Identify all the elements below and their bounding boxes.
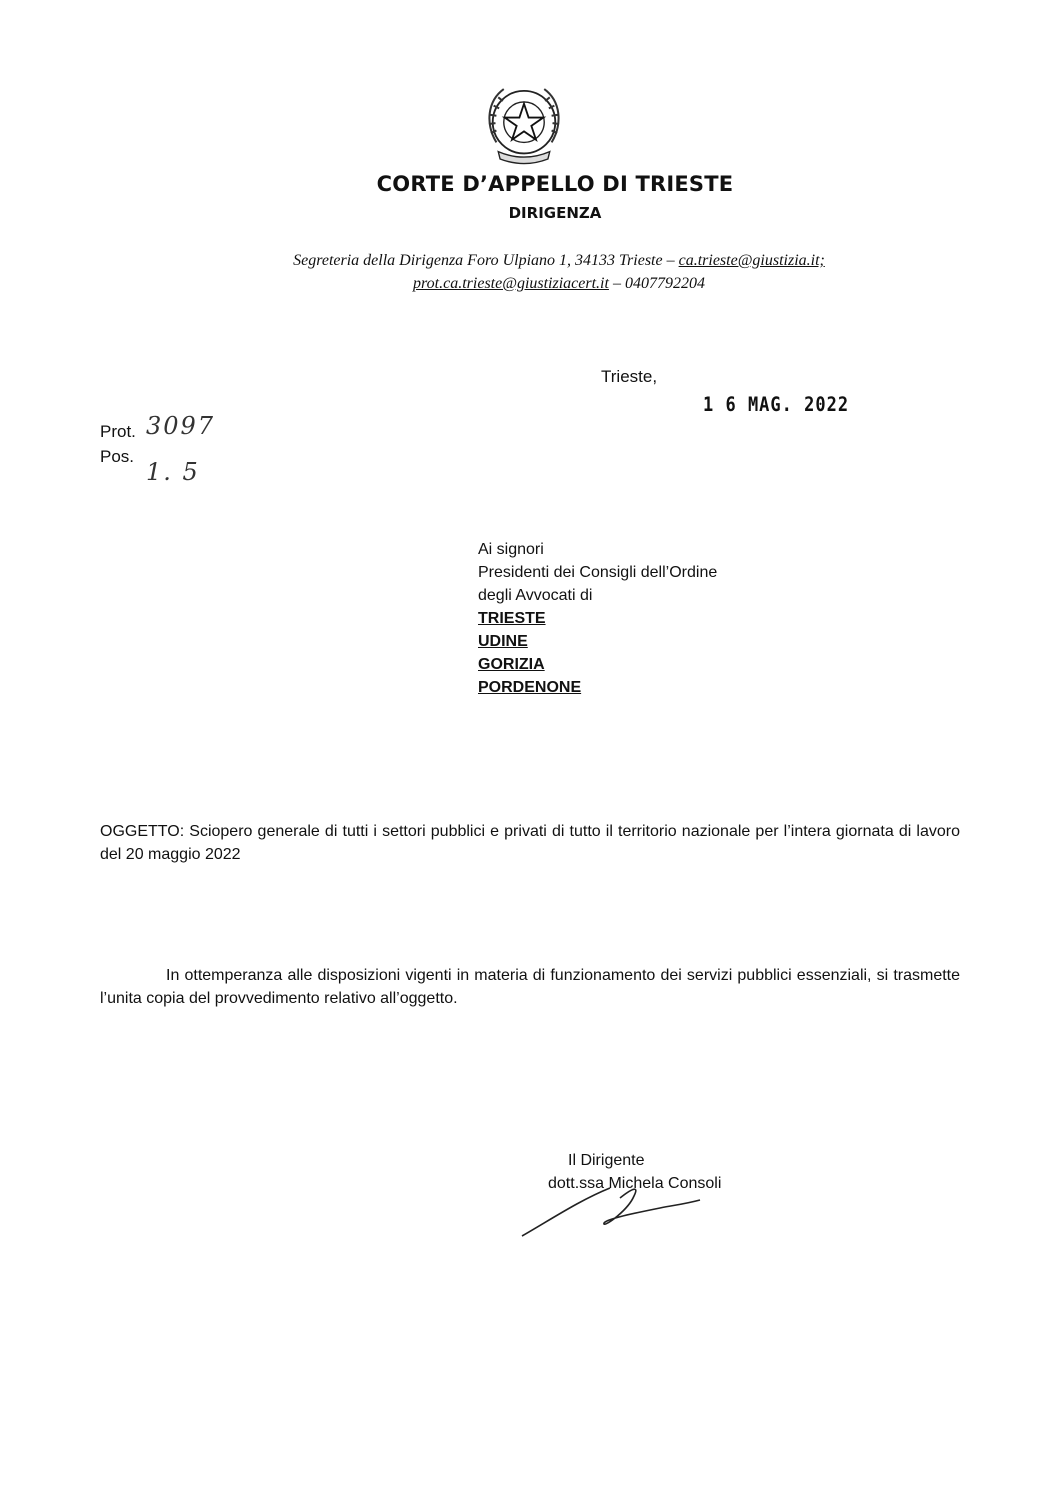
contact-line-2 [0,275,1060,293]
signature-name: dott.ssa Michela Consoli [548,1175,722,1192]
signature-title: Il Dirigente [568,1152,645,1169]
subject-text: Sciopero generale di tutti i settori pubblici e privati di tutto il territorio nazionale per l’intera giornata di lavoro del 20 maggio 2022 [100,823,960,863]
position-label: Pos. [100,447,135,466]
date-place: Trieste, [601,367,658,386]
subject-label: OGGETTO: [100,823,185,840]
handwritten-signature-icon [510,1170,760,1250]
emblem-icon [478,78,570,170]
recipient-city-trieste: TRIESTE [478,610,546,627]
contact-line-1 [0,252,1060,270]
subject-paragraph [100,820,960,866]
date-stamp: 1 6 MAG. 2022 [703,393,850,417]
contact-phone: – 0407792204 [608,275,705,292]
contact-email-1[interactable]: ca.trieste@giustizia.it; [678,252,825,269]
position-value: 1. 5 [146,458,200,486]
recipient-city-gorizia: GORIZIA [478,656,545,673]
contact-address: Segreteria della Dirigenza Foro Ulpiano 1, 34133 Trieste – [293,252,679,269]
body-paragraph: In ottemperanza alle disposizioni vigenti in materia di funzionamento dei servizi pubblici essenziali, si trasmette l’unita copia del provvedimento relativo all’oggetto. [100,967,960,1007]
recipients-block [478,538,717,699]
recipient-line: degli Avvocati di [478,587,593,604]
protocol-label: Prot. [100,422,136,441]
recipient-city-pordenone: PORDENONE [478,679,582,696]
recipient-line: Ai signori [478,541,544,558]
protocol-value: 3097 [146,412,216,440]
recipient-line: Presidenti dei Consigli dell’Ordine [478,564,718,581]
court-name: CORTE D’APPELLO DI TRIESTE [376,172,734,196]
contact-email-2[interactable]: prot.ca.trieste@giustiziacert.it [413,275,609,292]
recipient-city-udine: UDINE [478,633,528,650]
office-name: DIRIGENZA [508,204,602,222]
